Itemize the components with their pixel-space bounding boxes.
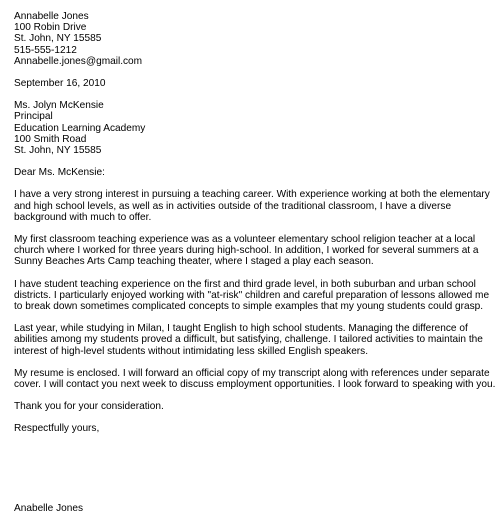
paragraph-line: I have student teaching experience on the first and third grade level, in both suburban and urban school [14, 278, 476, 290]
salutation [14, 167, 494, 178]
body-paragraph-3 [14, 279, 494, 313]
paragraph-line: My first classroom teaching experience was as a volunteer elementary school religion teacher at a local [14, 234, 476, 246]
signature-name: Anabelle Jones [14, 502, 84, 514]
paragraph-line: I have a very strong interest in pursuing a teaching career. With experience working at both the elementary [14, 189, 490, 201]
recipient-organization: Education Learning Academy [14, 122, 146, 134]
paragraph-line: and high school levels, as well as in activities outside of the traditional classroom, I have a diverse [14, 200, 452, 212]
body-paragraph-2 [14, 234, 494, 268]
paragraph-line: to break down sometimes complicated concepts to simple examples that my young students could grasp. [14, 301, 484, 313]
recipient-city: St. John, NY 15585 [14, 145, 102, 157]
paragraph-line: cover. I will contact you next week to discuss employment opportunities. I look forward to speaking with you. [14, 379, 496, 391]
body-paragraph-1 [14, 189, 494, 223]
paragraph-line: interest of high-level students without intimidating less skilled English speakers. [14, 345, 369, 357]
body-paragraph-6 [14, 401, 494, 412]
salutation-text: Dear Ms. McKensie: [14, 167, 105, 179]
body-paragraph-4 [14, 323, 494, 357]
sender-name: Annabelle Jones [14, 11, 89, 22]
sender-phone: 515-555-1212 [14, 44, 77, 56]
paragraph-line: My resume is enclosed. I will forward an official copy of my transcript along with references under separate [14, 367, 490, 379]
recipient-title: Principal [14, 111, 53, 123]
closing [14, 423, 494, 434]
recipient-street: 100 Smith Road [14, 133, 87, 145]
paragraph-line: Thank you for your consideration. [14, 401, 164, 413]
paragraph-line: background with much to offer. [14, 211, 152, 223]
paragraph-line: abilities among my students proved a difficult, but satisfying, challenge. I tailored activities to maintain the [14, 334, 483, 346]
paragraph-line: church where I worked for three years during high-school. In addition, I worked for several summers at a [14, 245, 479, 257]
recipient-address [14, 100, 494, 156]
paragraph-line: Sunny Beaches Arts Camp teaching theater, where I staged a play each season. [14, 256, 374, 268]
recipient-name: Ms. Jolyn McKensie [14, 100, 104, 112]
date-text: September 16, 2010 [14, 78, 106, 90]
sender-email: Annabelle.jones@gmail.com [14, 55, 143, 67]
letter-page [14, 11, 494, 514]
closing-text: Respectfully yours, [14, 423, 100, 435]
paragraph-line: Last year, while studying in Milan, I taught English to high school students. Managing the difference of [14, 323, 468, 335]
letter-date [14, 78, 494, 89]
signature [14, 503, 494, 514]
sender-city: St. John, NY 15585 [14, 33, 102, 45]
sender-street: 100 Robin Drive [14, 22, 87, 34]
paragraph-line: districts. I particularly enjoyed working with "at-risk" children and careful preparation of lessons allowed me [14, 289, 490, 301]
body-paragraph-5 [14, 368, 494, 390]
sender-address [14, 11, 494, 67]
